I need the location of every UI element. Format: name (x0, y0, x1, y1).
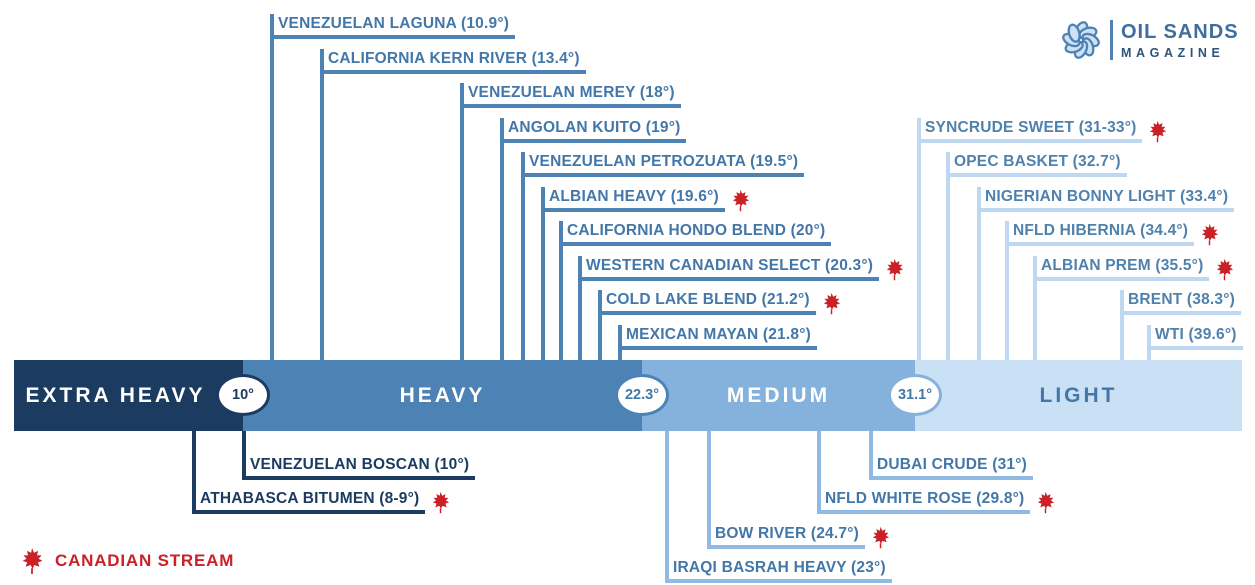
stream-label-text: SYNCRUDE SWEET (31-33°) (917, 118, 1142, 143)
stream-label-text: BRENT (38.3°) (1120, 290, 1241, 315)
stream-label-athabasca-bitumen (192, 489, 452, 515)
segment-heavy-label: HEAVY (399, 383, 486, 407)
stream-label-text: VENEZUELAN BOSCAN (10°) (242, 455, 475, 480)
segment-light-label: LIGHT (1039, 383, 1118, 407)
maple-leaf-icon (1198, 222, 1221, 247)
stream-label-venezuelan-laguna (270, 14, 515, 39)
segment-extra-heavy-label: EXTRA HEAVY (25, 383, 206, 407)
maple-leaf-icon (1034, 490, 1057, 515)
segment-extra-heavy (14, 360, 243, 431)
stream-label-text: ALBIAN HEAVY (19.6°) (541, 187, 725, 212)
boundary-badge-31-1-value: 31.1° (897, 387, 933, 403)
boundary-badge-22-3 (615, 374, 669, 416)
maple-leaf-icon (1213, 257, 1236, 282)
stream-label-california-kern-river (320, 49, 586, 74)
stream-label-text: ATHABASCA BITUMEN (8-9°) (192, 489, 425, 514)
stream-label-text: NFLD HIBERNIA (34.4°) (1005, 221, 1194, 246)
stream-label-albian-heavy (541, 187, 752, 213)
segment-heavy (243, 360, 642, 431)
stream-label-western-canadian-select (578, 256, 906, 282)
stream-label-california-hondo-blend (559, 221, 831, 246)
maple-leaf-icon (429, 490, 452, 515)
stream-label-dubai-crude (869, 455, 1033, 480)
stream-label-opec-basket (946, 152, 1127, 177)
pinwheel-logo-icon (1058, 17, 1104, 63)
stream-label-nfld-white-rose (817, 489, 1057, 515)
leader-line-venezuelan-merey (460, 83, 464, 360)
logo-divider (1110, 20, 1113, 60)
maple-leaf-icon (869, 525, 892, 550)
stream-label-iraqi-basrah-heavy (665, 558, 892, 583)
logo-subtitle: MAGAZINE (1121, 45, 1225, 60)
boundary-badge-10 (216, 374, 270, 416)
stream-label-nfld-hibernia (1005, 221, 1221, 247)
leader-line-venezuelan-laguna (270, 14, 274, 360)
stream-label-text: VENEZUELAN PETROZUATA (19.5°) (521, 152, 804, 177)
stream-label-text: CALIFORNIA HONDO BLEND (20°) (559, 221, 831, 246)
legend-label: CANADIAN STREAM (55, 551, 235, 570)
legend-canadian-stream (18, 546, 234, 576)
stream-label-text: BOW RIVER (24.7°) (707, 524, 865, 549)
stream-label-angolan-kuito (500, 118, 686, 143)
stream-label-text: DUBAI CRUDE (31°) (869, 455, 1033, 480)
stream-label-text: VENEZUELAN LAGUNA (10.9°) (270, 14, 515, 39)
stream-label-venezuelan-boscan (242, 455, 475, 480)
maple-leaf-icon (18, 546, 46, 576)
oil-sands-magazine-logo (1058, 17, 1239, 63)
segment-medium-label: MEDIUM (726, 383, 831, 407)
boundary-badge-31-1 (888, 374, 942, 416)
stream-label-bow-river (707, 524, 892, 550)
stream-label-text: WTI (39.6°) (1147, 325, 1243, 350)
leader-line-angolan-kuito (500, 118, 504, 360)
stream-label-wti (1147, 325, 1243, 350)
stream-label-text: COLD LAKE BLEND (21.2°) (598, 290, 816, 315)
stream-label-venezuelan-petrozuata (521, 152, 804, 177)
leader-line-syncrude-sweet (917, 118, 921, 360)
boundary-badge-10-value: 10° (232, 387, 254, 403)
stream-label-text: ALBIAN PREM (35.5°) (1033, 256, 1209, 281)
stream-label-cold-lake-blend (598, 290, 843, 316)
leader-line-nigerian-bonny-light (977, 187, 981, 360)
segment-medium (642, 360, 915, 431)
maple-leaf-icon (883, 257, 906, 282)
maple-leaf-icon (1146, 119, 1169, 144)
maple-leaf-icon (729, 188, 752, 213)
leader-line-california-kern-river (320, 49, 324, 360)
leader-line-opec-basket (946, 152, 950, 360)
stream-label-text: CALIFORNIA KERN RIVER (13.4°) (320, 49, 586, 74)
stream-label-mexican-mayan (618, 325, 817, 350)
boundary-badge-22-3-value: 22.3° (624, 387, 660, 403)
stream-label-brent (1120, 290, 1241, 315)
stream-label-syncrude-sweet (917, 118, 1169, 144)
stream-label-text: OPEC BASKET (32.7°) (946, 152, 1127, 177)
stream-label-albian-prem (1033, 256, 1236, 282)
stream-label-text: NIGERIAN BONNY LIGHT (33.4°) (977, 187, 1234, 212)
logo-title: OIL SANDS (1121, 20, 1239, 43)
stream-label-text: MEXICAN MAYAN (21.8°) (618, 325, 817, 350)
stream-label-venezuelan-merey (460, 83, 681, 108)
stream-label-text: IRAQI BASRAH HEAVY (23°) (665, 558, 892, 583)
segment-light (915, 360, 1242, 431)
maple-leaf-icon (820, 291, 843, 316)
stream-label-text: VENEZUELAN MEREY (18°) (460, 83, 681, 108)
stream-label-nigerian-bonny-light (977, 187, 1234, 212)
stream-label-text: ANGOLAN KUITO (19°) (500, 118, 686, 143)
stream-label-text: WESTERN CANADIAN SELECT (20.3°) (578, 256, 879, 281)
stream-label-text: NFLD WHITE ROSE (29.8°) (817, 489, 1030, 514)
leader-line-venezuelan-petrozuata (521, 152, 525, 360)
